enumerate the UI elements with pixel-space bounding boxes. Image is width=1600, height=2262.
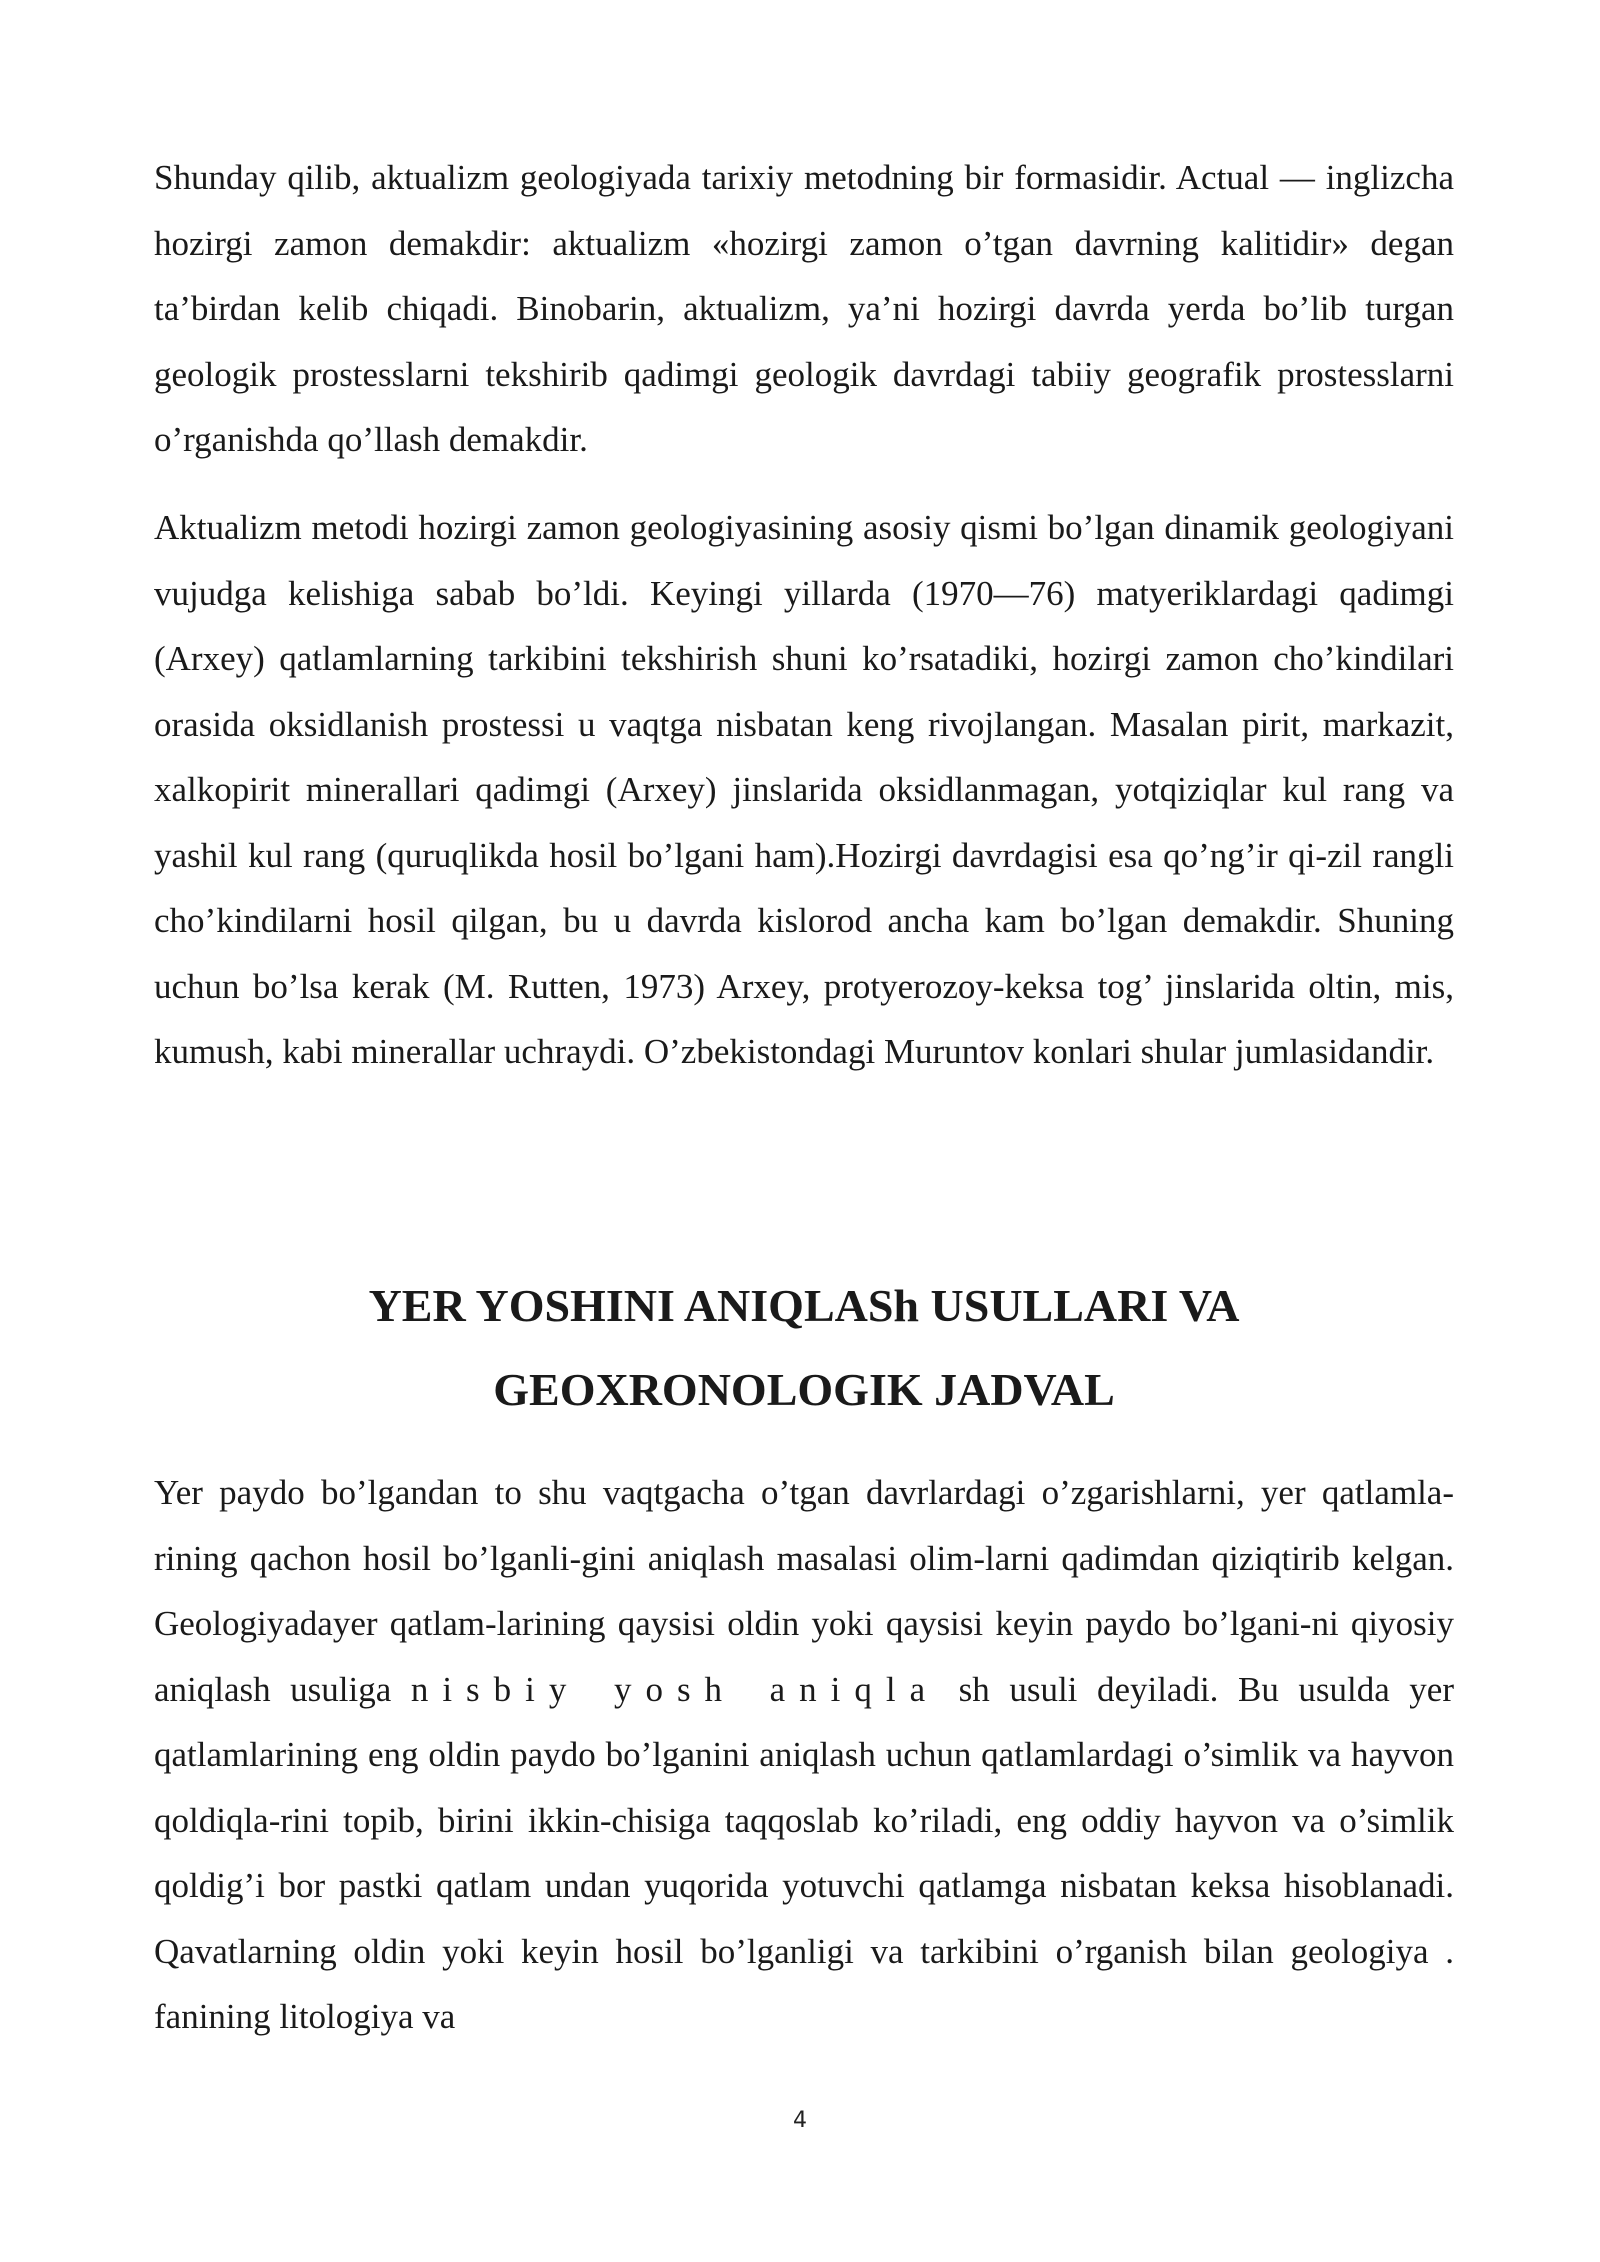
paragraph-actualism-method: Aktualizm metodi hozirgi zamon geologiyasining asosiy qismi bo’lgan dinamik geologiyani vujudga kelishiga sabab bo’ldi. Keyingi yillarda (1970—76) matyeriklardagi qadimgi (Arxey) qatlamlarning tarkibini tekshirish shuni ko’rsatadiki, hozirgi zamon cho’kindilari orasida oksidlanish prostessi u vaqtga nisbatan keng rivojlangan. Masalan pirit, markazit, xalkopirit minerallari qadimgi (Arxey) jinslarida oksidlanmagan, yotqiziqlar kul rang va yashil kul rang (quruqlikda hosil bo’lgani ham).Hozirgi davrdagisi esa qo’ng’ir qi-zil rangli cho’kindilarni hosil qilgan, bu u davrda kislorod ancha kam bo’lgan demakdir. Shuning uchun bo’lsa kerak (M. Rutten, 1973) Arxey, protyerozoy-keksa tog’ jinslarida oltin, mis, kumush, kabi minerallar uchraydi. O’zbekistondagi Muruntov konlari shular jumlasidandir. — [154, 508, 1454, 1071]
section-heading-line-2: GEOXRONOLOGIK JADVAL — [493, 1364, 1115, 1415]
paragraph-earth-age — [154, 1460, 1454, 2050]
page-number: 4 — [793, 2108, 807, 2133]
paragraph-earth-age-end: sh usuli deyiladi. Bu usulda yer qatlamlarining eng oldin paydo bo’lganini aniqlash uchun qatlamlardagi o’simlik va hayvon qoldiqla-rini topib, birini ikkin-chisiga taqqoslab ko’riladi, eng oddiy hayvon va o’simlik qoldig’i bor pastki qatlam undan yuqorida yotuvchi qatlamga nisbatan keksa hisoblanadi. Qavatlarning oldin yoki keyin hosil bo’lganligi va tarkibini o’rganish bilan geologiya . fanining litologiya va — [154, 1669, 1454, 2036]
spaced-term-relative-age: nisbiy yosh aniqla — [410, 1669, 940, 1709]
paragraph-actualism-definition: Shunday qilib, aktualizm geologiyada tarixiy metodning bir formasidir. Actual — inglizcha hozirgi zamon demakdir: aktualizm «hozirgi zamon o’tgan davrning kalitidir» degan ta’birdan kelib chiqadi. Binobarin, aktualizm, ya’ni hozirgi davrda yerda bo’lib turgan geologik prostesslarni tekshirib qadimgi geologik davrdagi tabiiy geografik prostesslarni o’rganishda qo’llash demakdir. — [154, 158, 1454, 459]
section-heading-line-1: YER YOSHINI ANIQLASh USULLARI VA — [368, 1280, 1240, 1331]
paragraph-earth-age-start: Yer paydo bo’lgandan to shu vaqtgacha o’tgan davrlardagi o’zgarishlarni, yer qatlamla-rining qachon hosil bo’lganli-gini aniqlash masalasi olim-larni qadimdan qiziqtirib kelgan. Geologiyadayer qatlam-larining qaysisi oldin yoki qaysisi keyin paydo bo’lgani-ni qiyosiy aniqlash usuliga — [154, 1473, 1454, 1709]
